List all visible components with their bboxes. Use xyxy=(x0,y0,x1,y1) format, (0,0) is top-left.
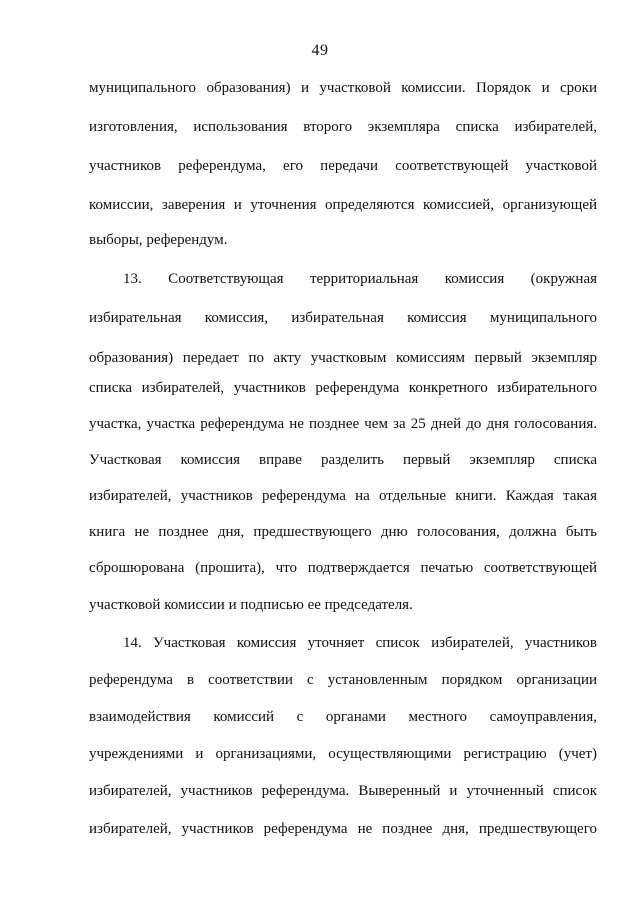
text-line: избирателей, участников референдума. Выверенный и уточненный список xyxy=(89,783,597,799)
text-line: избирательная комиссия, избирательная комиссия муниципального xyxy=(89,310,597,326)
text-line: взаимодействия комиссий с органами местного самоуправления, xyxy=(89,709,597,725)
text-line: списка избирателей, участников референдума конкретного избирательного xyxy=(89,380,597,396)
text-line: изготовления, использования второго экземпляра списка избирателей, xyxy=(89,119,597,135)
text-line: 13. Соответствующая территориальная комиссия (окружная xyxy=(123,271,597,287)
text-line: избирателей, участников референдума не позднее дня, предшествующего xyxy=(89,821,597,837)
text-line: выборы, референдум. xyxy=(89,232,228,248)
text-line: сброшюрована (прошита), что подтверждается печатью соответствующей xyxy=(89,560,597,576)
text-line: участковой комиссии и подписью ее председателя. xyxy=(89,597,413,613)
text-line: участников референдума, его передачи соответствующей участковой xyxy=(89,158,597,174)
text-line: комиссии, заверения и уточнения определяются комиссией, организующей xyxy=(89,197,597,213)
text-line: книга не позднее дня, предшествующего дню голосования, должна быть xyxy=(89,524,597,540)
text-line: участка, участка референдума не позднее чем за 25 дней до дня голосования. xyxy=(89,416,597,432)
page-number: 49 xyxy=(311,42,329,59)
text-line: образования) передает по акту участковым комиссиям первый экземпляр xyxy=(89,350,597,366)
text-line: референдума в соответствии с установленным порядком организации xyxy=(89,672,597,688)
text-line: 14. Участковая комиссия уточняет список избирателей, участников xyxy=(123,635,597,651)
text-line: учреждениями и организациями, осуществляющими регистрацию (учет) xyxy=(89,746,597,762)
text-line: избирателей, участников референдума на отдельные книги. Каждая такая xyxy=(89,488,597,504)
text-line: Участковая комиссия вправе разделить первый экземпляр списка xyxy=(89,452,597,468)
text-line: муниципального образования) и участковой комиссии. Порядок и сроки xyxy=(89,80,597,96)
